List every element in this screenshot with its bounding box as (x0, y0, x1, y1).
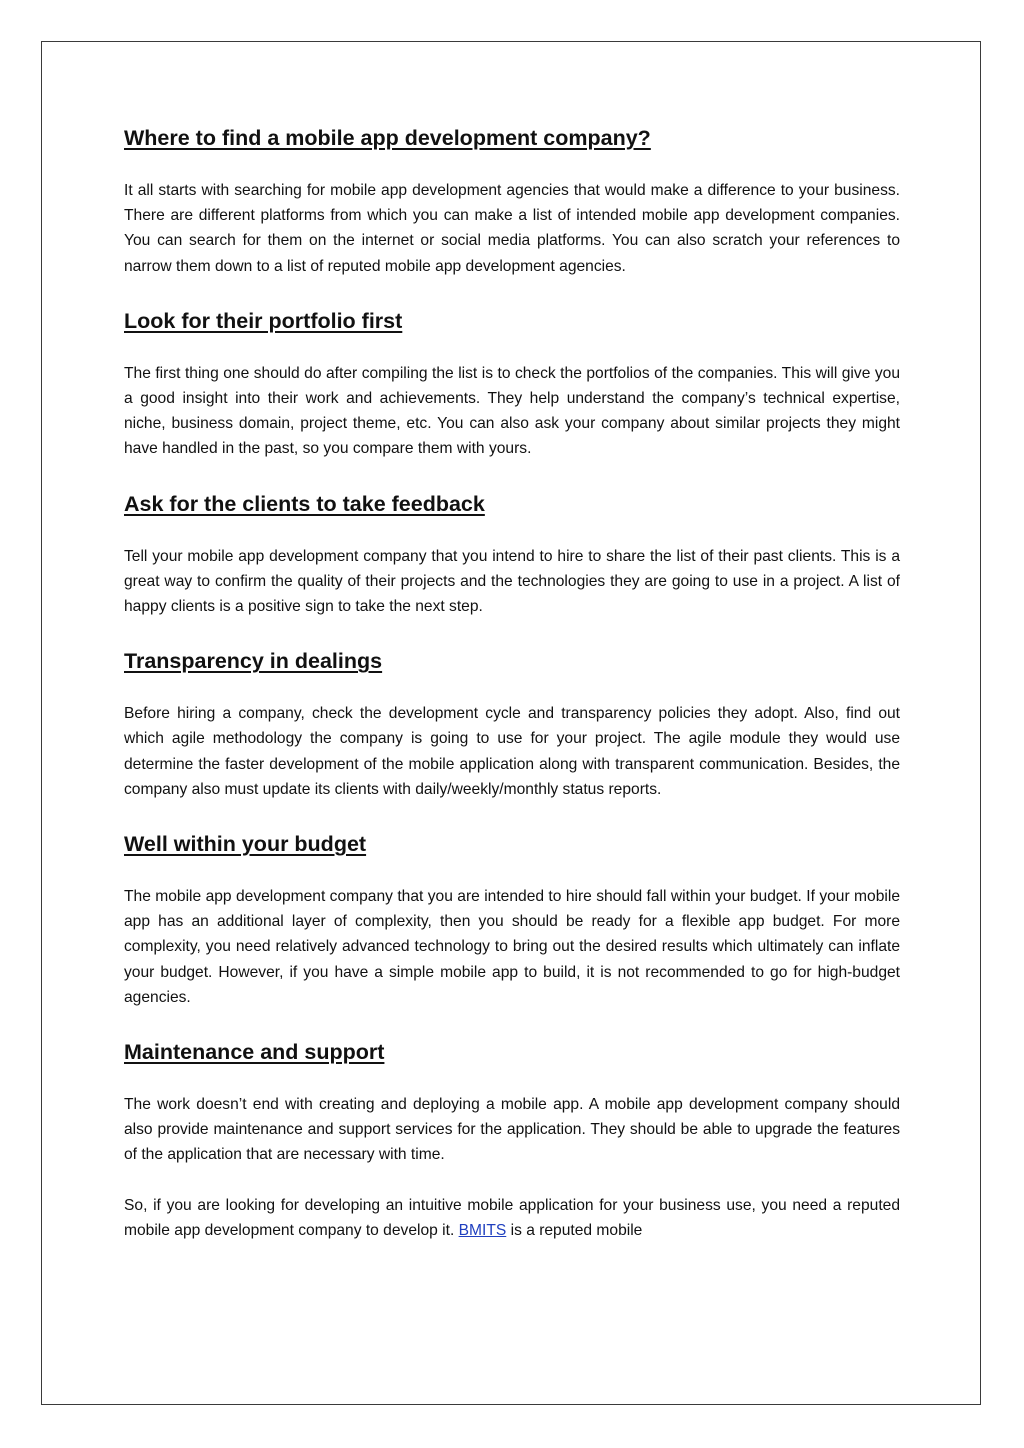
section-paragraph: The mobile app development company that you are intended to hire should fall within your budget. If your mobile app has an additional layer of complexity, then you should be ready for a flexible app budget. For more complexity, you need relatively advanced technology to bring out the desired results which ultimately can inflate your budget. However, if you have a simple mobile app to build, it is not recommended to go for high-budget agencies. (124, 888, 900, 1006)
document-body (124, 124, 900, 1243)
section-paragraph: It all starts with searching for mobile app development agencies that would make a difference to your business. There are different platforms from which you can make a list of intended mobile app development companies. You can search for them on the internet or social media platforms. You can also scratch your references to narrow them down to a list of reputed mobile app development agencies. (124, 182, 900, 275)
section-paragraph: The first thing one should do after compiling the list is to check the portfolios of the companies. This will give you a good insight into their work and achievements. They help understand the company’s technical expertise, niche, business domain, project theme, etc. You can also ask your company about similar projects they might have handled in the past, so you compare them with yours. (124, 364, 900, 458)
section-heading: Maintenance and support (124, 1040, 385, 1065)
section-paragraph: Tell your mobile app development company that you intend to hire to share the list of their past clients. This is a great way to confirm the quality of their projects and the technologies they are going to use in a project. A list of happy clients is a positive sign to take the next step. (124, 547, 900, 616)
closing-text-end: is a reputed mobile (506, 1221, 643, 1239)
section-heading: Where to find a mobile app development company? (124, 126, 651, 150)
section-paragraph: Before hiring a company, check the development cycle and transparency policies they adopt. Also, find out which agile methodology the company is going to use for your project. The agile module they would use determine the faster development of the mobile application along with transparent communication. Besides, the company also must update its clients with daily/weekly/monthly status reports. (124, 705, 900, 798)
section-heading: Well within your budget (124, 832, 367, 857)
bmits-link[interactable]: BMITS (458, 1221, 507, 1239)
section-paragraph: The work doesn’t end with creating and deploying a mobile app. A mobile app development company should also provide maintenance and support services for the application. They should be able to upgrade the features of the application that are necessary with time. (124, 1096, 900, 1164)
section-heading: Ask for the clients to take feedback (124, 491, 485, 516)
closing-text-start: So, if you are looking for developing an intuitive mobile application for your business use, you need a reputed mobile app development company to develop it. (124, 1196, 900, 1239)
closing-paragraph (124, 1193, 900, 1243)
section-heading: Look for their portfolio first (124, 308, 403, 333)
section-heading: Transparency in dealings (124, 649, 383, 674)
